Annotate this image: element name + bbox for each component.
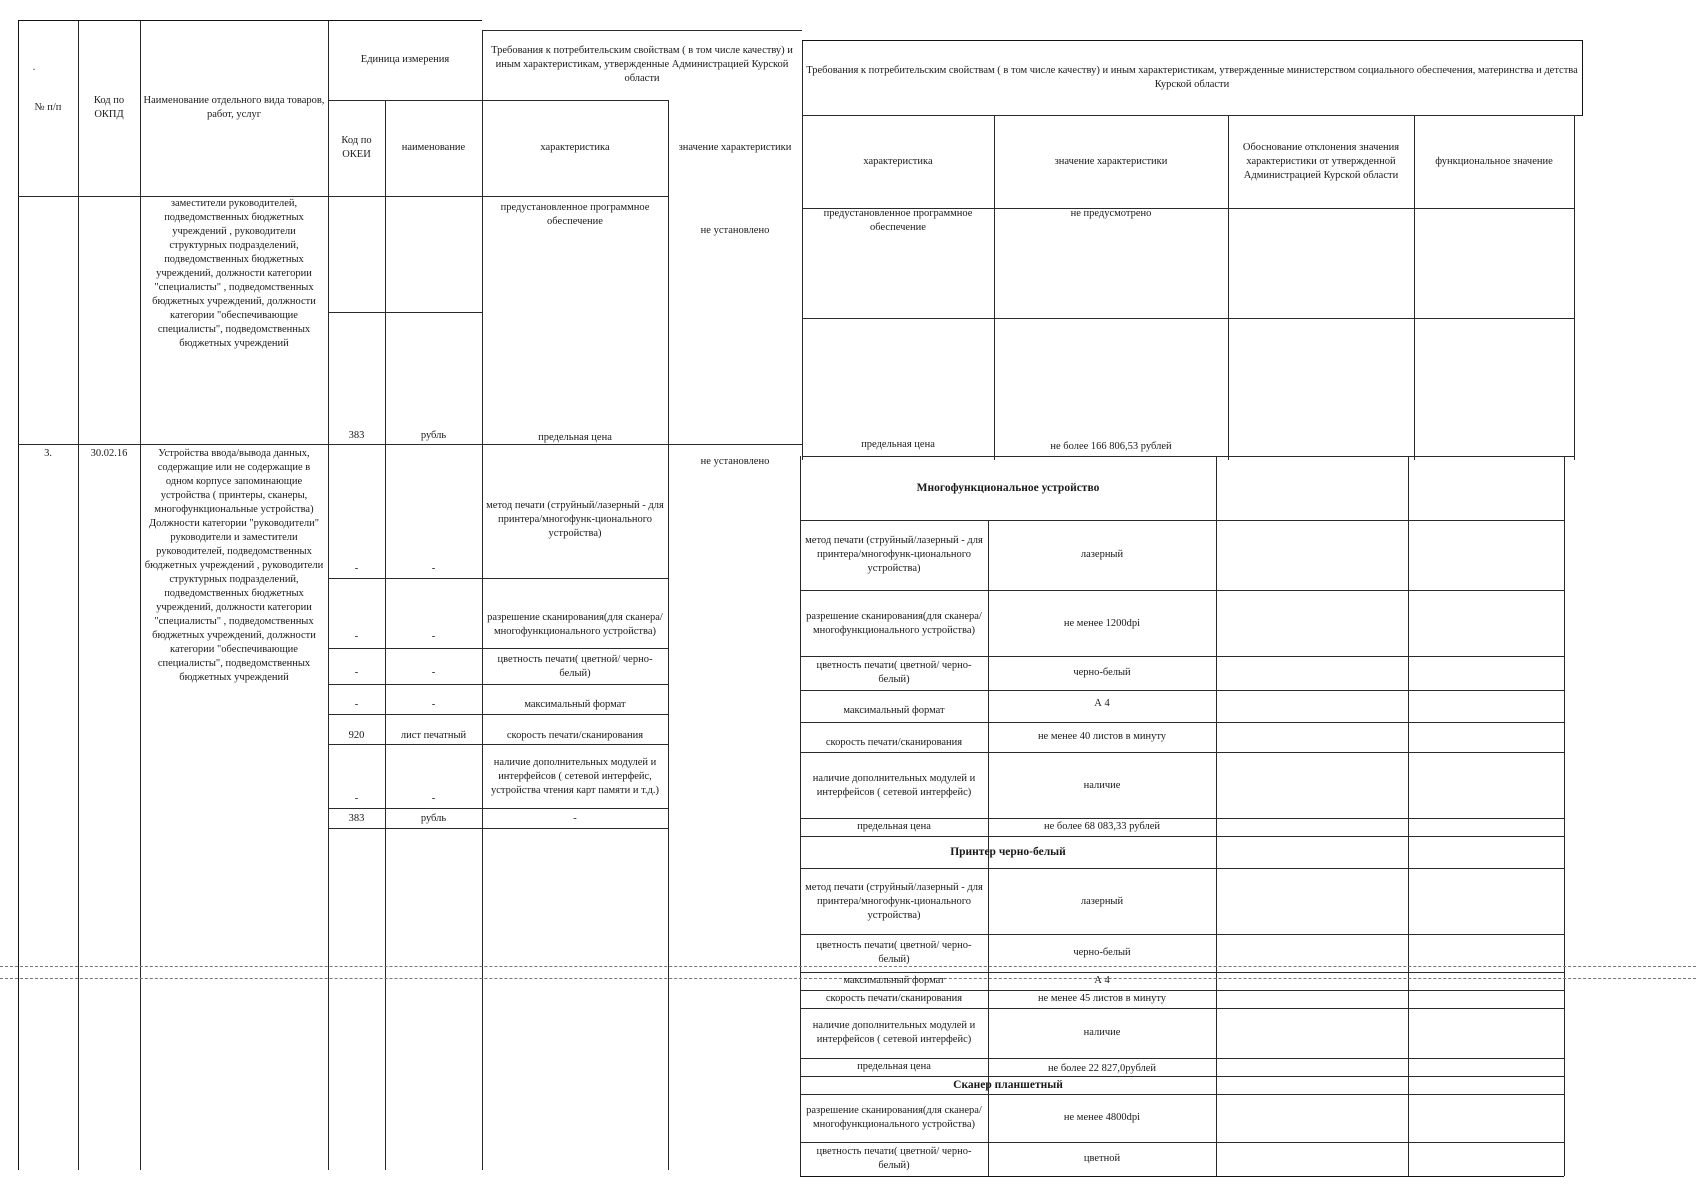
row3-unit-dash: -	[431, 699, 436, 710]
row3-okpd: 30.02.16	[90, 448, 128, 459]
header-num: № п/п	[34, 102, 62, 113]
row3-admin-char: скорость печати/сканирования	[506, 730, 644, 741]
row3-admin-char: наличие дополнительных модулей и интерфейсов ( сетевой интерфейс, устройства чтения карт памяти и т.д.)	[491, 757, 659, 796]
row-prev-code: 383	[348, 430, 365, 441]
row-line	[800, 868, 1564, 869]
row3-unit-dash: -	[354, 699, 359, 710]
header-unit: Единица измерения	[360, 54, 450, 65]
printer-value: наличие	[1083, 1027, 1121, 1038]
mfu-value: не менее 1200dpi	[1063, 618, 1141, 629]
border-right	[1582, 40, 1583, 116]
row3-unit-dash: -	[431, 563, 436, 574]
printer-char: наличие дополнительных модулей и интерфейсов ( сетевой интерфейс)	[812, 1020, 976, 1045]
row3-admin-value: не установлено	[700, 456, 770, 467]
printer-title: Принтер черно-белый	[950, 846, 1066, 858]
printer-value: А 4	[1094, 975, 1110, 986]
printer-value: не более 22 827,0рублей	[1047, 1063, 1157, 1074]
header-name: Наименование отдельного вида товаров, работ, услуг	[143, 95, 325, 120]
printer-value: черно-белый	[1073, 947, 1131, 958]
row3-unit-920: лист печатный	[400, 730, 467, 741]
mfu-value: лазерный	[1080, 549, 1124, 560]
row-prev-admin-char1: предустановленное программное обеспечение	[500, 202, 650, 227]
row3-unit-dash: -	[431, 631, 436, 642]
row-line	[328, 744, 668, 745]
row-prev-ministry-char1: предустановленное программное обеспечение	[823, 208, 973, 233]
row3-admin-char: максимальный формат	[524, 699, 626, 710]
row-line	[328, 808, 668, 809]
mfu-char: предельная цена	[857, 821, 931, 832]
mfu-char: наличие дополнительных модулей и интерфейсов ( сетевой интерфейс)	[812, 773, 976, 798]
scanner-value: цветной	[1083, 1153, 1121, 1164]
row3-admin-char: -	[573, 813, 577, 824]
header-req-ministry: Требования к потребительским свойствам ( в том числе качеству) и иным характеристикам, утвержденные министерством социального обеспечения, материнства и детства Курской области	[806, 64, 1578, 90]
row-prev-admin-value: не установлено	[700, 225, 770, 236]
mfu-char: разрешение сканирования(для сканера/многофункционального устройства)	[806, 611, 982, 636]
mfu-char: максимальный формат	[843, 705, 945, 716]
row-line	[328, 578, 668, 579]
row3-num: 3.	[44, 448, 52, 459]
row-line	[802, 456, 1574, 457]
row-line	[800, 722, 1564, 723]
header-okpd: Код по ОКПД	[93, 95, 125, 120]
col-line	[1564, 456, 1565, 1176]
row3-unit-dash: -	[431, 793, 436, 804]
row-line	[802, 318, 1574, 319]
row-line	[18, 196, 668, 197]
mfu-value: не более 68 083,33 рублей	[1044, 821, 1160, 832]
mfu-char: скорость печати/сканирования	[825, 737, 963, 748]
row-prev-ministry-char2: предельная цена	[861, 439, 935, 450]
row3-unit-dash: -	[354, 793, 359, 804]
printer-char: метод печати (струйный/лазерный - для принтера/многофунк-ционального устройства)	[805, 882, 983, 921]
printer-char: скорость печати/сканирования	[825, 993, 963, 1004]
col-line	[1408, 456, 1409, 1176]
row-line	[800, 752, 1564, 753]
row3-code-383: 383	[348, 813, 365, 824]
mfu-value: наличие	[1083, 780, 1121, 791]
scanner-char: разрешение сканирования(для сканера/многофункционального устройства)	[806, 1105, 982, 1130]
printer-value: лазерный	[1080, 896, 1124, 907]
row3-admin-char: цветность печати( цветной/ черно-белый)	[497, 654, 653, 679]
header-unit-name: наименование	[401, 142, 466, 153]
row3-unit-383: рубль	[420, 813, 447, 824]
scan-mark: ·	[32, 62, 36, 76]
row-line	[328, 312, 482, 313]
mfu-char: метод печати (струйный/лазерный - для принтера/многофунк-ционального устройства)	[805, 535, 983, 574]
row3-name: Устройства ввода/вывода данных, содержащие или не содержащие в одном корпусе запоминающие устройства ( принтеры, сканеры, многофункциональные устройства) Должности категории "руководители" руководители и заместители руководителей, подведомственных бюджетных учреждений , руководители структурных подразделений, подведомственных бюджетных учреждений, должности категории "специалисты" , подведомственных бюджетных учреждений, должности категории "обеспечивающие специалисты", подведомственных бюджетных учреждений	[144, 448, 324, 683]
printer-char: максимальный формат	[843, 975, 945, 986]
row-prev-ministry-value1: не предусмотрено	[1070, 208, 1152, 219]
header-justification: Обоснование отклонения значения характеристики от утвержденной Администрацией Курской области	[1242, 141, 1400, 181]
mfu-title: Многофункциональное устройство	[916, 482, 1100, 494]
header-char-ministry: характеристика	[863, 155, 933, 167]
header-req-admin: Требования к потребительским свойствам ( в том числе качеству) и иным характеристикам, утвержденные Администрацией Курской области	[491, 45, 793, 84]
row-line	[328, 828, 668, 829]
printer-char: предельная цена	[857, 1061, 931, 1072]
scanner-value: не менее 4800dpi	[1063, 1112, 1141, 1123]
scanner-title: Сканер планшетный	[953, 1079, 1063, 1091]
row-line	[18, 444, 802, 445]
row-line	[328, 684, 668, 685]
row-prev-unit: рубль	[420, 430, 447, 441]
row3-unit-dash: -	[431, 667, 436, 678]
row3-admin-char: разрешение сканирования(для сканера/многофункционального устройства)	[487, 612, 663, 637]
row-prev-name: заместители руководителей, подведомственных бюджетных учреждений , руководители структурных подразделений, подведомственных бюджетных учреждений, должности категории "специалисты" , подведомственных бюджетных учреждений, должности категории "обеспечивающие специалисты", подведомственных бюджетных учреждений	[152, 198, 316, 349]
row-line	[800, 520, 1564, 521]
header-unit-code: Код по ОКЕИ	[341, 135, 372, 160]
row3-code-920: 920	[348, 730, 365, 741]
row3-admin-char: метод печати (струйный/лазерный - для принтера/многофунк-ционального устройства)	[486, 500, 664, 539]
row3-unit-dash: -	[354, 631, 359, 642]
row-prev-admin-char2: предельная цена	[538, 432, 612, 443]
printer-char: цветность печати( цветной/ черно-белый)	[816, 940, 972, 965]
col-line	[668, 100, 669, 1170]
scanner-char: цветность печати( цветной/ черно-белый)	[816, 1146, 972, 1171]
mfu-value: не менее 40 листов в минуту	[1037, 731, 1167, 742]
col-line	[1216, 456, 1217, 1176]
row-line	[328, 648, 668, 649]
header-char-value-ministry: значение характеристики	[1054, 155, 1168, 167]
row-prev-ministry-value2: не более 166 806,53 рублей	[1050, 441, 1172, 452]
row3-unit-dash: -	[354, 667, 359, 678]
row-line	[328, 714, 668, 715]
row-line	[800, 1176, 1564, 1177]
row3-unit-dash: -	[354, 563, 359, 574]
printer-value: не менее 45 листов в минуту	[1037, 993, 1167, 1004]
mfu-char: цветность печати( цветной/ черно-белый)	[816, 660, 972, 685]
header-char-value: значение характеристики	[678, 142, 792, 153]
row-line	[800, 590, 1564, 591]
header-functional: функциональное значение	[1435, 155, 1553, 167]
header-char: характеристика	[540, 142, 610, 153]
col-line	[1574, 115, 1575, 460]
mfu-value: черно-белый	[1073, 667, 1131, 678]
mfu-value: А 4	[1094, 698, 1110, 709]
